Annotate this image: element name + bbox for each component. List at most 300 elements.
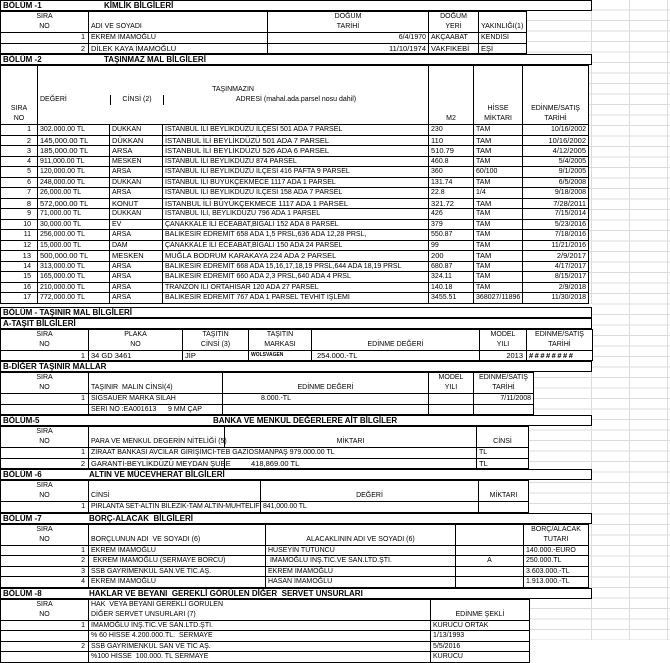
cell: [479, 502, 529, 513]
cell: JİP: [183, 350, 249, 361]
section7-bar-title: BORÇ-ALACAK BİLGİLERİ: [89, 513, 193, 523]
col-header-edinme-satis: EDİNME/SATIŞ TARİHİ: [474, 373, 534, 394]
section2-bar: [0, 54, 592, 65]
cell: 2: [1, 458, 89, 469]
cell: BALIKESİR EDREMİT 767 ADA 1 PARSEL TEVHİT İŞLEMİ: [163, 293, 429, 304]
col-header-tutari: BORÇ/ALACAK TUTARI: [524, 524, 589, 545]
cell: TAM: [474, 230, 523, 241]
cell: 4: [1, 156, 38, 167]
cell: [223, 404, 429, 415]
section5-bar-label: BÖLÜM-5: [3, 416, 40, 425]
col-header-yakinligi: YAKINLIĞI(1): [479, 12, 527, 33]
cell: ########: [527, 350, 593, 361]
cell: 7: [1, 188, 38, 199]
cell: 15: [1, 272, 38, 283]
cell: ARSA: [110, 188, 163, 199]
vehicles-bar-title: A-TAŞIT BİLGİLERİ: [3, 318, 76, 328]
cell: İSTANBUL İLİ BEYLİKDÜZÜ 874 PARSEL: [163, 156, 429, 167]
cell: 230: [429, 125, 474, 136]
cell: 12: [1, 240, 38, 251]
cell: 8.000.-TL: [223, 394, 429, 405]
col-header-miktari: MİKTARI: [225, 427, 477, 448]
cell: 131.74: [429, 177, 474, 188]
cell: 140.18: [429, 282, 474, 293]
cell: 11: [1, 230, 38, 241]
cell: ARSA: [110, 167, 163, 178]
section1-bar-label: BÖLÜM -1: [3, 1, 42, 10]
cell: 10/16/2002: [523, 125, 589, 136]
cell: 680.87: [429, 261, 474, 272]
cell: İSTANBUL İLİ BEYLİKDÜZÜ 501 ADA 7 PARSEL: [163, 135, 429, 146]
cell: HASAN İMAMOĞLU: [266, 577, 456, 588]
debt-credit-header-row: [1, 524, 589, 545]
cell: TAM: [474, 209, 523, 220]
cell: 379: [429, 219, 474, 230]
cell: 165,000.00 TL: [38, 272, 110, 283]
table-row: [1, 125, 589, 136]
cell: 16: [1, 282, 38, 293]
table-row: [1, 282, 589, 293]
col-header-m2: M2: [429, 66, 474, 125]
cell: KENDİSİ: [479, 33, 527, 44]
cell: 11/21/2016: [523, 240, 589, 251]
cell: A: [456, 556, 524, 567]
cell: TAM: [474, 240, 523, 251]
cell: İSTANBUL İLİ, BEYLİKDÜZÜ 796 ADA 1 PARSEL: [163, 209, 429, 220]
cell: EKREM İMAMOĞLU: [89, 545, 266, 556]
cell: 110: [429, 135, 474, 146]
cell: TAM: [474, 219, 523, 230]
cell: 5: [1, 167, 38, 178]
table-row: [1, 188, 589, 199]
vehicles-table: [0, 329, 593, 362]
cell: TAM: [474, 198, 523, 209]
table-row: [1, 43, 527, 54]
movable-property-bar-title: BÖLÜM - TAŞINIR MAL BİLGİLERİ: [3, 307, 133, 317]
cell: TAM: [474, 177, 523, 188]
cell: 8: [1, 198, 38, 209]
cell: 2013: [480, 350, 527, 361]
table-row: [1, 631, 530, 642]
cell: TAM: [474, 272, 523, 283]
other-movables-bar-title: B-DİĞER TAŞINIR MALLAR: [3, 362, 107, 371]
table-row: [1, 251, 589, 262]
cell: 15,000.00 TL: [38, 240, 110, 251]
col-header-dogum-yeri: DOĞUM YERİ: [429, 12, 479, 33]
cell: İMAMOĞLU İNŞ.TİC.VE SAN.LTD.ŞTİ.: [89, 620, 431, 631]
cell: DÜKKAN: [110, 135, 163, 146]
col-header-degeri: DEĞERİ: [261, 481, 479, 502]
col-header-miktari: MİKTARI: [479, 481, 529, 502]
section2-bar-label: BÖLÜM -2: [3, 55, 42, 64]
cell: 2: [1, 43, 89, 54]
col-header-sira-no: SIRA NO: [1, 373, 89, 394]
cell: EKREM İMAMOĞLU (SERMAYE BORCU): [89, 556, 266, 567]
cell: 426: [429, 209, 474, 220]
section5-bar-title: BANKA VE MENKUL DEĞERLERE AİT BİLGİLER: [213, 416, 398, 425]
col-header-dogum-tarihi: DOĞUM TARİHİ: [268, 12, 429, 33]
cell: TAM: [474, 125, 523, 136]
cell: 911,000.00 TL: [38, 156, 110, 167]
cell: KURUCU: [431, 652, 530, 663]
cell: İSTANBUL İLİ BEYLİKDÜZÜ İLÇESİ 416 PAFTA 9 PARSEL: [163, 167, 429, 178]
cell: 302.000.00 TL: [38, 125, 110, 136]
table-row: [1, 177, 589, 188]
cell: BALIKESİR EDREMİT 660 ADA 2,3 PRSL,640 ADA 4 PRSL: [163, 272, 429, 283]
other-movables-header-row: [1, 373, 534, 394]
cell: ARSA: [110, 261, 163, 272]
cell: 4/12/2005: [523, 146, 589, 157]
section6-bar: [0, 469, 592, 480]
col-header-cinsi: CİNSİ: [477, 427, 529, 448]
cell: 1: [1, 620, 89, 631]
cell: EKREM İMAMOĞLU: [89, 33, 268, 44]
cell: ÇANAKKALE İLİ ECEABAT,BİGALI 150 ADA 24 PARSEL: [163, 240, 429, 251]
gold-jewelry-table: [0, 480, 529, 513]
other-movables-bar: [0, 361, 592, 372]
cell: 248,000.00 TL: [38, 177, 110, 188]
section2-bar-title: TAŞINMAZ MAL BİLGİLERİ: [104, 55, 206, 64]
cell: TAM: [474, 282, 523, 293]
cell: İSTANBUL İLİ BÜYÜKÇEKMECE 1117 ADA 1 PARSEL: [163, 198, 429, 209]
section6-bar-title: ALTIN VE MÜCEVHERAT BİLGİLERİ: [89, 470, 225, 479]
table-row: [1, 198, 589, 209]
cell: WOLSVAGEN: [249, 350, 312, 361]
table-row: [1, 240, 589, 251]
cell: 2: [1, 135, 38, 146]
table-row: [1, 209, 589, 220]
section8-bar: [0, 588, 592, 599]
cell: 250.000.TL: [524, 556, 589, 567]
cell: ARSA: [110, 272, 163, 283]
col-header-sira-no: SIRA NO: [1, 329, 89, 350]
col-header-alacakli: ALACAKLININ ADI VE SOYADI (6): [266, 524, 456, 545]
cell: SSB GAYRİMENKUL SAN VE TİC AŞ.: [89, 641, 431, 652]
cell: EKREM İMAMOĞLU: [89, 577, 266, 588]
cell: 1: [1, 502, 89, 513]
cell: 13: [1, 251, 38, 262]
debt-credit-table: [0, 524, 589, 588]
section1-bar-title: KİMLİK BİLGİLERİ: [104, 1, 174, 10]
col-header-edinme-satis: EDİNME/SATIŞ TARİHİ: [523, 66, 589, 125]
table-row: [1, 293, 589, 304]
cell: [456, 577, 524, 588]
col-header-empty: [456, 524, 524, 545]
section5-bar: [0, 415, 592, 426]
cell: ÇANAKKALE İLİ ECEABAT,BİGALI 152 ADA 8 PARSEL: [163, 219, 429, 230]
cell: 6/4/1970: [268, 33, 429, 44]
cell: 256,000.00 TL: [38, 230, 110, 241]
movable-property-bar: [0, 307, 592, 318]
cell: 14: [1, 261, 38, 272]
cell: TRANZON İLİ ORTAHİSAR 120 ADA 27 PARSEL: [163, 282, 429, 293]
cell: BALIKESİR EDREMİT 658 ADA 1,5 PRSL,636 ADA 12,28 PRSL,: [163, 230, 429, 241]
cell: 71,000.00 TL: [38, 209, 110, 220]
table-row: [1, 167, 589, 178]
cell: [456, 566, 524, 577]
cell: TL: [477, 458, 529, 469]
table-row: [1, 135, 589, 146]
cell: 3: [1, 146, 38, 157]
cell: TAM: [474, 135, 523, 146]
cell: 1/13/1993: [431, 631, 530, 642]
cell: 772,000.00 TL: [38, 293, 110, 304]
cell: 1: [1, 545, 89, 556]
table-row: [1, 404, 534, 415]
cell: 11/10/1974: [268, 43, 429, 54]
cell: [429, 394, 474, 405]
cell: 9/18/2008: [523, 188, 589, 199]
cell: 2: [1, 556, 89, 567]
cell: 3: [1, 566, 89, 577]
cell: 1/4: [474, 188, 523, 199]
cell: İMAMOĞLU İNŞ.TİC.VE SAN.LTD.ŞTİ.: [266, 556, 456, 567]
table-row: [1, 566, 589, 577]
col-header-sira-no: SIRA NO: [1, 524, 89, 545]
identity-table: [0, 11, 527, 54]
cell: 185,000.00 TL: [38, 146, 110, 157]
cell: 500,000.00 TL: [38, 251, 110, 262]
identity-header-row: [1, 12, 527, 33]
cell: 9/1/2005: [523, 167, 589, 178]
table-row: [1, 146, 589, 157]
cell: 550.87: [429, 230, 474, 241]
table-row: [1, 577, 589, 588]
property-header-row: [1, 66, 589, 125]
cell: İSTANBUL İLİ BÜYÜKÇEKMECE 1117 ADA 1 PARSEL: [163, 177, 429, 188]
cell: İSTANBUL İLİ BEYLİKDÜZÜ 526 ADA 6 PARSEL: [163, 146, 429, 157]
cell: 368027/11896: [474, 293, 523, 304]
cell: [456, 545, 524, 556]
table-row: [1, 230, 589, 241]
section8-bar-label: BÖLÜM -8: [3, 588, 42, 598]
col-header-hak: HAK VEYA BEYANI GEREKLİ GÖRÜLEN DİĞER SERVET UNSURLARI (7): [89, 599, 431, 620]
cell: MUĞLA BODRUM KARAKAYA 224 ADA 2 PARSEL: [163, 251, 429, 262]
cell: 120,000.00 TL: [38, 167, 110, 178]
cell: AKÇAABAT: [429, 33, 479, 44]
cell: PIRLANTA SET-ALTIN BİLEZİK-TAM ALTIN-MUHTELİF: [89, 502, 261, 513]
cell: 2: [1, 641, 89, 652]
other-wealth-header-row: [1, 599, 530, 620]
cell: 1: [1, 448, 89, 459]
cell: 4: [1, 577, 89, 588]
cell: [1, 631, 89, 642]
cell: EKREM İMAMOĞLU: [266, 566, 456, 577]
col-header-edinme-degeri: EDİNME DEĞERİ: [223, 373, 429, 394]
table-row: [1, 350, 593, 361]
cell: 2/9/2017: [523, 251, 589, 262]
cell: 2/9/2018: [523, 282, 589, 293]
cell: 22.8: [429, 188, 474, 199]
cell: 200: [429, 251, 474, 262]
cell: DİLEK KAYA İMAMOĞLU: [89, 43, 268, 54]
cell: 460.8: [429, 156, 474, 167]
cell: 7/11/2008: [474, 394, 534, 405]
cell: MESKEN: [110, 251, 163, 262]
col-header-plaka-no: PLAKA NO: [89, 329, 183, 350]
cell: 10: [1, 219, 38, 230]
cell: 1: [1, 350, 89, 361]
cell: 1.913.000.-TL: [524, 577, 589, 588]
cell: 5/23/2016: [523, 219, 589, 230]
cell: 34 GD 3461: [89, 350, 183, 361]
table-row: [1, 458, 529, 469]
cell: BALIKESİR EDREMİT 668 ADA 15,16,17,18,19 PRSL,644 ADA 18,19 PRSL: [163, 261, 429, 272]
cell: ZİRAAT BANKASI AVCILAR GİRİŞİMCİ-TEB GAZİOSMANPAŞ 979.000.00 TL: [89, 448, 477, 459]
cell: İSTANBUL İLİ BEYLİKDÜZÜ İLÇESİ 501 ADA 7 PARSEL: [163, 125, 429, 136]
cell: KONUT: [110, 198, 163, 209]
table-row: [1, 641, 530, 652]
cell: 418,869.00 TL: [225, 458, 477, 469]
section7-bar-label: BÖLÜM -7: [3, 513, 42, 523]
cell: İSTANBUL İLİ BEYLİKDÜZÜ İLÇESİ 158 ADA 7 PARSEL: [163, 188, 429, 199]
cell: ARSA: [110, 146, 163, 157]
table-row: [1, 652, 530, 663]
cell: %100 HİSSE 100.000. TL SERMAYE: [89, 652, 431, 663]
cell: [429, 404, 474, 415]
cell: DÜKKAN: [110, 177, 163, 188]
cell: ARSA: [110, 293, 163, 304]
cell: 9: [1, 209, 38, 220]
cell: 210,000.00 TL: [38, 282, 110, 293]
col-header-sira-no: SIRA NO: [1, 599, 89, 620]
cell: 313,000.00 TL: [38, 261, 110, 272]
vehicles-bar: [0, 318, 592, 329]
cell: DÜKKAN: [110, 125, 163, 136]
cell: 360: [429, 167, 474, 178]
col-header-edinme-satis: EDİNME/SATIŞ TARİHİ: [527, 329, 593, 350]
table-row: [1, 33, 527, 44]
cell: TAM: [474, 261, 523, 272]
col-header-tasitin-markasi: TAŞITIN MARKASI: [249, 329, 312, 350]
cell: SİGSAUER MARKA SİLAH: [89, 394, 223, 405]
cell: ARSA: [110, 282, 163, 293]
col-header-sira-no: SIRA NO: [1, 427, 89, 448]
col-header-model-yili: MODEL YILI: [480, 329, 527, 350]
cell: 6: [1, 177, 38, 188]
vehicles-header-row: [1, 329, 593, 350]
cell: 60/100: [474, 167, 523, 178]
cell: 145,000.00 TL: [38, 135, 110, 146]
cell: 3455.51: [429, 293, 474, 304]
cell: TAM: [474, 156, 523, 167]
cell: 1: [1, 125, 38, 136]
other-wealth-table: [0, 599, 530, 663]
cell: 11/30/2018: [523, 293, 589, 304]
cell: HÜSEYİN TÜTÜNCÜ: [266, 545, 456, 556]
cell: 5/4/2005: [523, 156, 589, 167]
bank-assets-table: [0, 426, 529, 469]
cell: 8/15/2017: [523, 272, 589, 283]
cell: 1: [1, 394, 89, 405]
col-header-tasinmazin-group: TAŞINMAZIN DEĞERİ CİNSİ (2) ADRESİ (mahal.ada.parsel nosu dahil): [38, 66, 429, 125]
cell: 841,000.00 TL: [261, 502, 479, 513]
table-row: [1, 448, 529, 459]
cell: 6/5/2008: [523, 177, 589, 188]
col-header-sira-no: SIRA NO: [1, 12, 89, 33]
cell: 30,000.00 TL: [38, 219, 110, 230]
table-row: [1, 272, 589, 283]
cell: TAM: [474, 146, 523, 157]
table-row: [1, 556, 589, 567]
immovable-property-table: [0, 65, 589, 304]
table-row: [1, 545, 589, 556]
cell: 321.72: [429, 198, 474, 209]
table-row: [1, 394, 534, 405]
col-header-adi-soyadi: ADI VE SOYADI: [89, 12, 268, 33]
cell: 7/15/2014: [523, 209, 589, 220]
cell: DAM: [110, 240, 163, 251]
cell: 1: [1, 33, 89, 44]
col-header-borclu: BORÇLUNUN ADI VE SOYADI (6): [89, 524, 266, 545]
cell: 324.11: [429, 272, 474, 283]
col-header-cinsi: CİNSİ: [89, 481, 261, 502]
cell: [474, 404, 534, 415]
table-row: [1, 261, 589, 272]
section1-bar: [0, 0, 592, 11]
cell: 510.79: [429, 146, 474, 157]
cell: VAKFIKEBİ: [429, 43, 479, 54]
cell: TAM: [474, 251, 523, 262]
col-header-edinme-degeri: EDİNME DEĞERİ: [312, 329, 480, 350]
section7-bar: [0, 513, 592, 524]
cell: TL: [477, 448, 529, 459]
cell: 140.000.-EURO: [524, 545, 589, 556]
gold-jewelry-header-row: [1, 481, 529, 502]
cell: SSB GAYRİMENKUL SAN.VE TİC.AŞ.: [89, 566, 266, 577]
col-header-sira-no: SIRA NO: [1, 66, 38, 125]
cell: 4/17/2017: [523, 261, 589, 272]
cell: % 60 HİSSE 4.200.000.TL. SERMAYE: [89, 631, 431, 642]
cell: 10/16/2002: [523, 135, 589, 146]
table-row: [1, 620, 530, 631]
col-header-model-yili: MODEL YILI: [429, 373, 474, 394]
cell: 254.000.-TL: [312, 350, 480, 361]
cell: EŞİ: [479, 43, 527, 54]
cell: 26,000.00 TL: [38, 188, 110, 199]
other-movables-table: [0, 372, 534, 415]
cell: 7/18/2016: [523, 230, 589, 241]
col-header-tasinir-malin-cinsi: TAŞINIR MALIN CİNSİ(4): [89, 373, 223, 394]
table-row: [1, 502, 529, 513]
cell: 99: [429, 240, 474, 251]
cell: EV: [110, 219, 163, 230]
cell: 7/28/2011: [523, 198, 589, 209]
cell: GARANTİ-BEYLİKDÜZÜ MEYDAN ŞUBE: [89, 458, 225, 469]
cell: 572,000.00 TL: [38, 198, 110, 209]
cell: [1, 652, 89, 663]
col-header-nitelik: PARA VE MENKUL DEGERİN NİTELİĞİ (5): [89, 427, 225, 448]
section6-bar-label: BÖLÜM -6: [3, 470, 42, 479]
cell: 3.603.000.-TL: [524, 566, 589, 577]
table-row: [1, 219, 589, 230]
col-header-hisse: HİSSE MİKTARI: [474, 66, 523, 125]
cell: SERİ NO :EA001613 9 MM ÇAP: [89, 404, 223, 415]
bank-assets-header-row: [1, 427, 529, 448]
cell: MESKEN: [110, 156, 163, 167]
cell: KURUCU ORTAK: [431, 620, 530, 631]
cell: DÜKKAN: [110, 209, 163, 220]
cell: 17: [1, 293, 38, 304]
table-row: [1, 156, 589, 167]
section8-bar-title: HAKLAR VE BEYANI GEREKLİ GÖRÜLEN DİĞER SERVET UNSURLARI: [89, 588, 363, 598]
cell: ARSA: [110, 230, 163, 241]
cell: 5/5/2016: [431, 641, 530, 652]
col-header-tasitin-cinsi: TAŞITIN CİNSİ (3): [183, 329, 249, 350]
col-header-edinme-sekli: EDİNME ŞEKLİ: [431, 599, 530, 620]
cell: [1, 404, 89, 415]
col-header-sira-no: SIRA NO: [1, 481, 89, 502]
